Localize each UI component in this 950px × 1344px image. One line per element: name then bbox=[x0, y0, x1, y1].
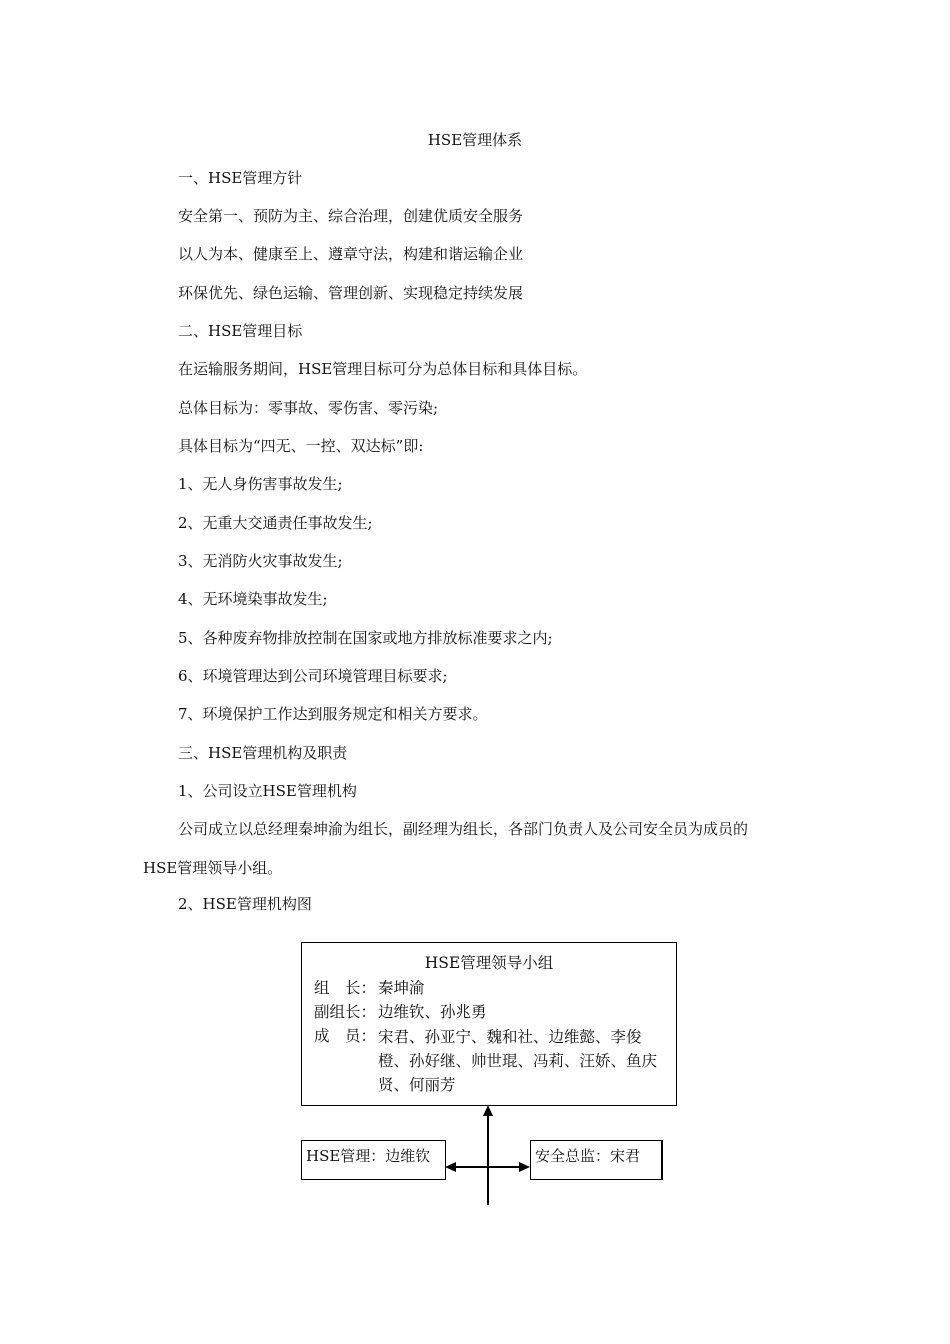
specific-goal-intro: 具体目标为“四无、一控、双达标”即: bbox=[178, 437, 424, 455]
goals-intro: 在运输服务期间，HSE管理目标可分为总体目标和具体目标。 bbox=[178, 360, 588, 378]
policy-line-3: 环保优先、绿色运输、管理创新、实现稳定持续发展 bbox=[178, 284, 524, 302]
hse-management-box bbox=[301, 1140, 446, 1180]
goal-item-1: 1、无人身伤害事故发生; bbox=[178, 475, 343, 493]
goal-item-4: 4、无环境染事故发生; bbox=[178, 590, 328, 608]
arrow-right-icon bbox=[519, 1162, 530, 1172]
deputy-value: 边维钦、孙兆勇 bbox=[378, 1003, 487, 1021]
goal-item-5: 5、各种废弃物排放控制在国家或地方排放标准要求之内; bbox=[178, 629, 553, 647]
org-subheading-2: 2、HSE管理机构图 bbox=[178, 895, 312, 913]
hse-management-label: HSE管理：边维钦 bbox=[306, 1147, 431, 1165]
members-value: 宋君、孙亚宁、魏和社、边维懿、李俊橙、孙好继、帅世琨、冯莉、汪娇、鱼庆贤、何丽芳 bbox=[378, 1028, 658, 1094]
safety-director-box bbox=[530, 1140, 663, 1180]
overall-goal: 总体目标为：零事故、零伤害、零污染; bbox=[178, 399, 439, 417]
section-heading-policy: 一、HSE管理方针 bbox=[178, 169, 303, 187]
members-label: 成 员： bbox=[314, 1027, 377, 1045]
arrow-up-icon bbox=[483, 1105, 493, 1116]
goal-item-7: 7、环境保护工作达到服务规定和相关方要求。 bbox=[178, 705, 488, 723]
org-paragraph: 公司成立以总经理秦坤渝为组长，副经理为组长，各部门负责人及公司安全员为成员的 bbox=[178, 820, 749, 838]
deputy-label: 副组长： bbox=[314, 1003, 377, 1021]
safety-director-label: 安全总监：宋君 bbox=[535, 1147, 641, 1165]
policy-line-2: 以人为本、健康至上、遵章守法，构建和谐运输企业 bbox=[178, 245, 524, 263]
leader-value: 秦坤渝 bbox=[378, 979, 425, 997]
leader-group-heading: HSE管理领导小组 bbox=[424, 954, 554, 972]
section-heading-goals: 二、HSE管理目标 bbox=[178, 322, 303, 340]
goal-item-3: 3、无消防火灾事故发生; bbox=[178, 552, 343, 570]
leader-label: 组 长： bbox=[314, 979, 377, 997]
org-subheading-1: 1、公司设立HSE管理机构 bbox=[178, 782, 357, 800]
leader-group-box bbox=[301, 942, 677, 1106]
org-paragraph-continued: HSE管理领导小组。 bbox=[143, 859, 283, 877]
section-heading-organization: 三、HSE管理机构及职责 bbox=[178, 744, 348, 762]
goal-item-2: 2、无重大交通责任事故发生; bbox=[178, 514, 373, 532]
document-title: HSE管理体系 bbox=[427, 131, 523, 149]
policy-line-1: 安全第一、预防为主、综合治理，创建优质安全服务 bbox=[178, 207, 524, 225]
arrow-left-icon bbox=[445, 1162, 456, 1172]
goal-item-6: 6、环境管理达到公司环境管理目标要求; bbox=[178, 667, 448, 685]
